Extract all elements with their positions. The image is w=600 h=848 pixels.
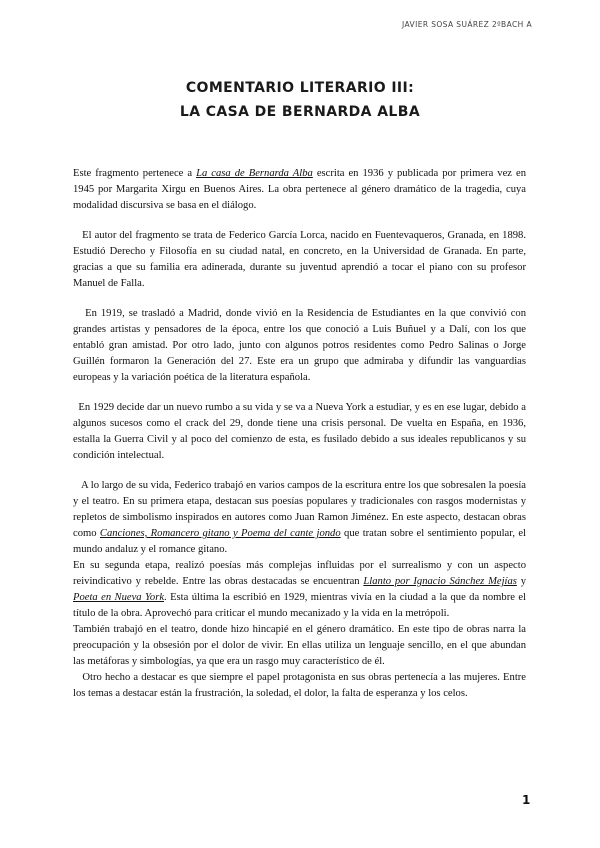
paragraph-intro: Este fragmento pertenece a La casa de Bernarda Alba escrita en 1936 y publicada por primera vez en 1945 por Margarita Xirgu en Buenos Aires. La obra pertenece al género dramático de la tragedia, cuya modalidad discursiva se basa en el diálogo. [73,168,527,211]
title-line-1: COMENTARIO LITERARIO III: [185,80,415,96]
work-title-llanto: Llanto por Ignacio Sánchez Mejías [363,576,517,587]
document-body [73,166,532,702]
title-line-2: LA CASA DE BERNARDA ALBA [179,104,421,120]
paragraph-madrid: En 1919, se trasladó a Madrid, donde vivió en la Residencia de Estudiantes en la que convivió con grandes artistas y pensadores de la época, entre los que conoció a Luis Buñuel y a Dalí, con los que entabló gran amistad. Por otro lado, junto con algunos potros residentes como Pedro Salinas o Jorge Guillén formaron la Generación del 27. Este era un grupo que admiraba y difundir las vanguardias europeas y la variación poética de la literatura española. [73,308,529,383]
paragraph-first-stage: A lo largo de su vida, Federico trabajó en varios campos de la escritura entre los que sobresalen la poesía y el teatro. En su primera etapa, destacan sus poesías populares y tradicionales con rasgos modernistas y repletos de simbolismo inspirados en autores como Juan Ramon Jiménez. En este aspecto, destacan obras como Canciones, Romancero gitano y Poema del cante jondo que tratan sobre el sentimiento popular, el mundo andaluz y el romance gitano. [73,480,529,555]
paragraph-women: Otro hecho a destacar es que siempre el papel protagonista en sus obras pertenecía a las mujeres. Entre los temas a destacar están la frustración, la soledad, el dolor, la falta de esperanza y los celos. [73,672,529,699]
paragraph-theatre: También trabajó en el teatro, donde hizo hincapié en el género dramático. En este tipo de obras narra la preocupación y la obsesión por el dolor de vivir. En ellas utiliza un lenguaje sencillo, en el que abundan las metáforas y simbologías, ya que era un rasgo muy característico de él. [73,624,526,667]
work-title-canciones: Canciones, Romancero gitano y Poema del cante jondo [99,528,341,539]
paragraph-second-stage: En su segunda etapa, realizó poesías más complejas influidas por el surrealismo y con un aspecto reivindicativo y rebelde. Entre las obras destacadas se encuentran Llanto por Ignacio Sánchez Mejías y Poeta en Nueva York. Esta última la escribió en 1929, mientras vivía en la ciudad a la que da nombre el título de la obra. Aprovechó para criticar el mundo mecanizado y la vida en la metrópoli. [73,560,527,619]
work-title-poeta: Poeta en Nueva York [73,592,165,603]
paragraph-new-york: En 1929 decide dar un nuevo rumbo a su vida y se va a Nueva York a estudiar, y es en ese lugar, debido a algunos sucesos como el crack del 29, donde tiene una crisis personal. De vuelta en España, en 1936, estalla la Guerra Civil y al poco del comienzo de esta, es fusilado debido a sus ideales republicanos y su condición intelectual. [73,402,529,461]
running-header: JAVIER SOSA SUÁREZ 2ºBACH A [402,20,532,29]
page-title [0,76,600,124]
paragraph-author: El autor del fragmento se trata de Federico García Lorca, nacido en Fuentevaqueros, Granada, en 1898. Estudió Derecho y Filosofía en su ciudad natal, en concreto, en la Universidad de Granada. En parte, gracias a que su familia era adinerada, durante su juventud aprendió a tocar el piano con su profesor Manuel de Falla. [73,230,532,289]
page-number: 1 [522,793,531,807]
work-title-link: La casa de Bernarda Alba [196,168,313,179]
